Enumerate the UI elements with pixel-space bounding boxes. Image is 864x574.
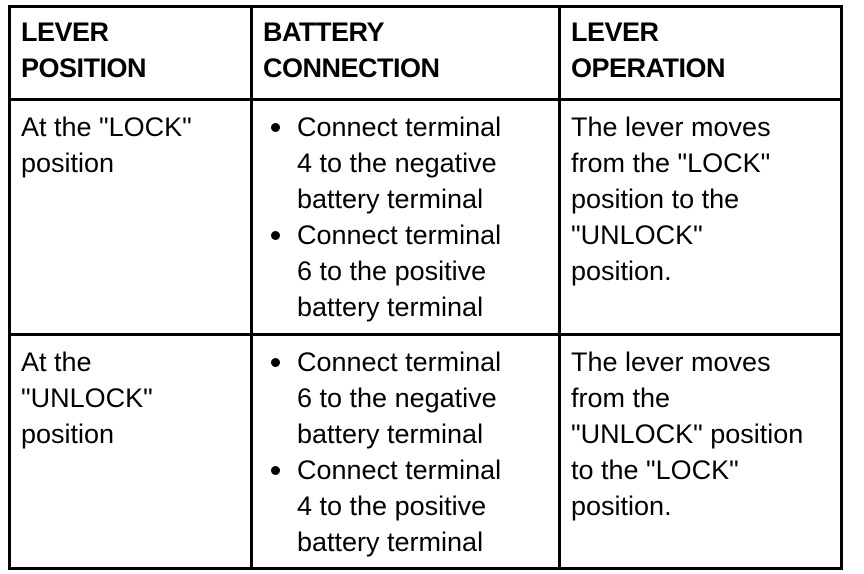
cell-line: "UNLOCK" [571,220,703,250]
header-lever-position [10,7,252,100]
cell-line: 4 to the positive [297,490,487,521]
lever-operation-cell [560,100,842,335]
bullet-icon [271,123,280,132]
cell-line: to the "LOCK" [571,454,739,485]
cell-line: battery terminal [297,292,484,322]
lever-operation-cell [560,334,842,569]
header-line: LEVER [21,17,109,47]
battery-connection-cell [252,100,560,335]
table-row [10,334,842,569]
header-line: OPERATION [571,53,726,83]
connection-list [263,344,550,560]
table-row [10,100,842,335]
bullet-icon [271,231,280,240]
header-lever-operation [560,7,842,100]
cell-line: battery terminal [297,418,484,449]
cell-line: The lever moves [571,112,771,142]
cell-line: from the "LOCK" [571,148,771,178]
lever-position-cell [10,100,252,335]
cell-line: 4 to the negative [297,148,497,178]
list-item [263,344,550,452]
header-line: CONNECTION [263,53,440,83]
list-item [263,452,550,560]
header-row [10,7,842,100]
cell-line: "UNLOCK" [21,382,153,413]
header-line: BATTERY [263,17,384,47]
list-item [263,109,550,217]
cell-line: The lever moves [571,346,771,377]
cell-line: position. [571,256,672,286]
lever-operation-table [8,5,843,570]
lever-position-cell [10,334,252,569]
cell-line: position. [571,490,672,521]
cell-line: from the [571,382,671,413]
cell-line: Connect terminal [297,346,502,377]
connection-list [263,109,550,325]
header-battery-connection [252,7,560,100]
header-line: POSITION [21,53,147,83]
cell-line: Connect terminal [297,454,502,485]
cell-line: Connect terminal [297,112,502,142]
cell-line: battery terminal [297,184,484,214]
cell-line: position [21,148,115,178]
bullet-icon [271,358,280,367]
cell-line: 6 to the negative [297,382,497,413]
cell-line: Connect terminal [297,220,502,250]
bullet-icon [271,466,280,475]
cell-line: At the [21,346,92,377]
list-item [263,217,550,325]
header-line: LEVER [571,17,659,47]
cell-line: "UNLOCK" position [571,418,804,449]
cell-line: position to the [571,184,740,214]
cell-line: At the "LOCK" [21,112,192,142]
cell-line: 6 to the positive [297,256,487,286]
cell-line: position [21,418,115,449]
cell-line: battery terminal [297,526,484,557]
battery-connection-cell [252,334,560,569]
